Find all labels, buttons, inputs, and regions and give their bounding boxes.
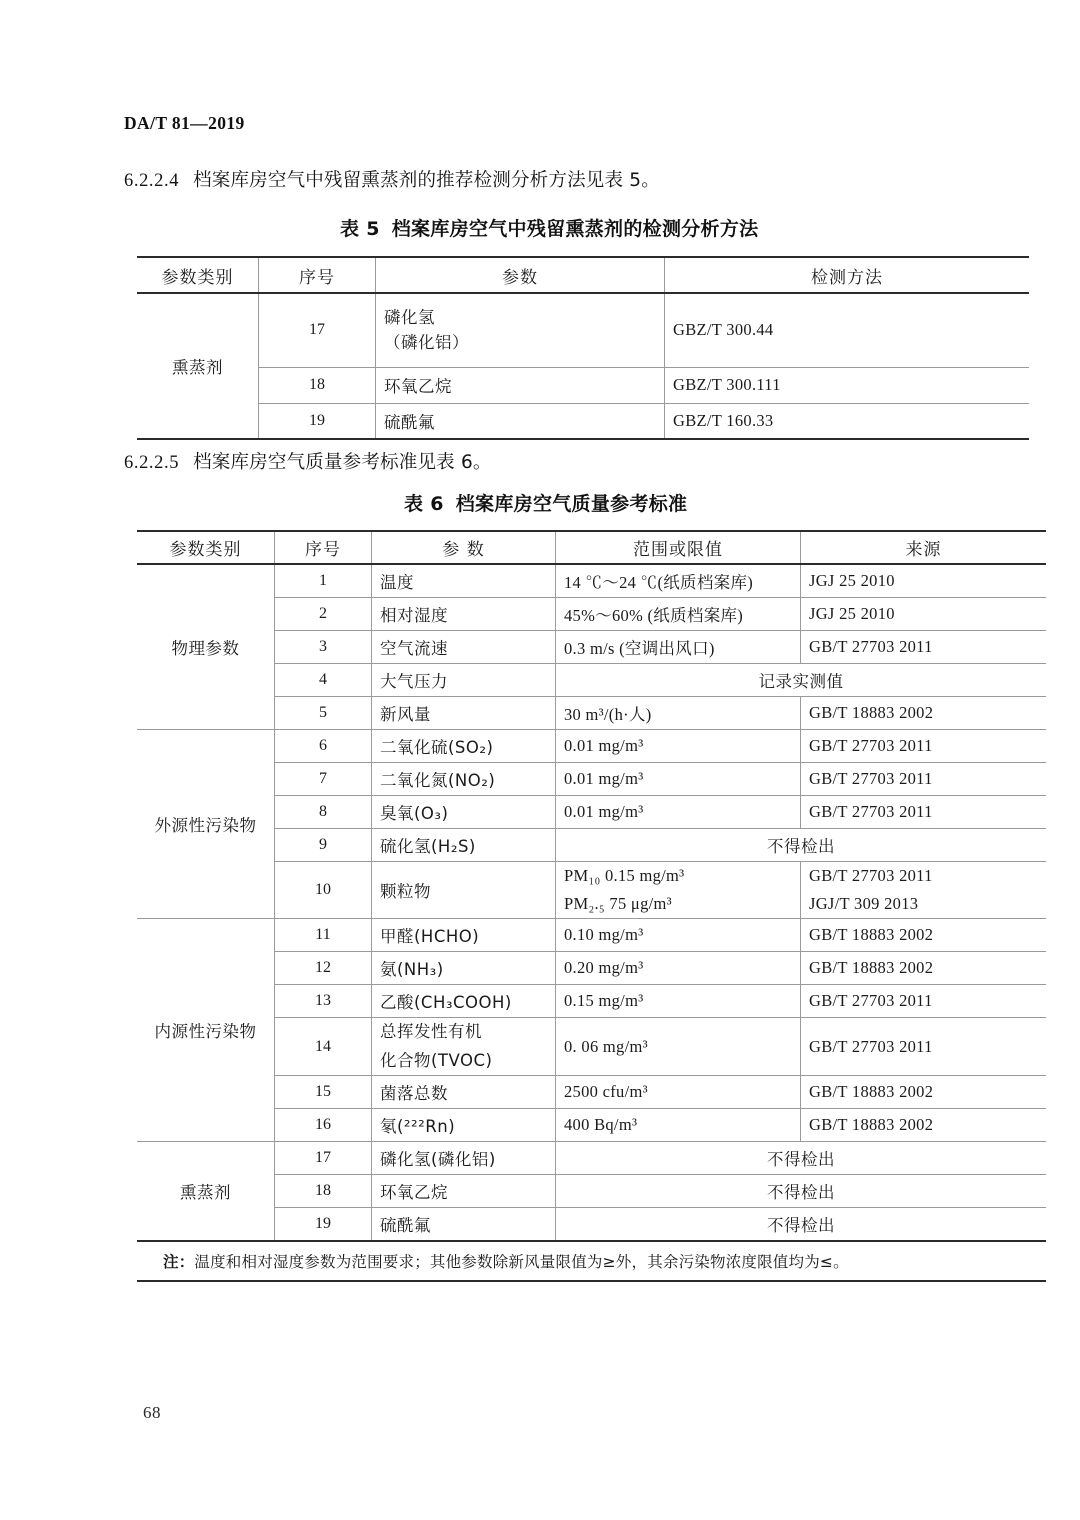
table-6-param-line1: 总挥发性有机	[380, 1022, 482, 1042]
table-6-col-seq: 序号	[275, 531, 372, 564]
table-6-param: 温度	[372, 564, 556, 597]
table-6-param: 新风量	[372, 696, 556, 729]
table-6-seq: 2	[275, 597, 372, 630]
table-5-category-cell: 熏蒸剂	[137, 293, 259, 439]
table-6-range: 2500 cfu/m³	[556, 1076, 801, 1109]
page-number: 68	[143, 1403, 161, 1422]
table-5-header-row	[137, 257, 1029, 293]
table-6-param: 二氧化氮(NO₂)	[372, 762, 556, 795]
table-6-note-row	[137, 1241, 1046, 1281]
table-6-param: 相对湿度	[372, 597, 556, 630]
table-row	[137, 919, 1046, 952]
table-6-range: 0.01 mg/m³	[556, 795, 801, 828]
table-6-param: 空气流速	[372, 630, 556, 663]
table-6-source-line2: JGJ/T 309 2013	[809, 893, 919, 913]
table-5-col-category: 参数类别	[137, 257, 259, 293]
table-5-param: 硫酰氟	[376, 403, 665, 439]
table-6-param: 硫酰氟	[372, 1208, 556, 1241]
table-row	[137, 367, 1029, 403]
clause-text: 档案库房空气质量参考标准见表 6。	[193, 452, 492, 473]
table-6-source: GB/T 27703 2011	[801, 630, 1047, 663]
table-6-source: GB/T 27703 2011	[801, 985, 1047, 1018]
table-6-seq: 9	[275, 828, 372, 861]
table-row	[137, 564, 1046, 597]
table-5-col-param: 参数	[376, 257, 665, 293]
table-6-seq: 14	[275, 1018, 372, 1076]
table-row	[137, 1142, 1046, 1175]
table-6-seq: 16	[275, 1109, 372, 1142]
table-6-seq: 6	[275, 729, 372, 762]
table-6-source-line1: GB/T 27703 2011	[809, 865, 933, 885]
table-5-caption-label: 表 5	[340, 218, 380, 240]
table-6-range	[556, 861, 801, 919]
clause-text: 档案库房空气中残留熏蒸剂的推荐检测分析方法见表 5。	[193, 170, 660, 191]
table-5-method: GBZ/T 300.111	[665, 367, 1030, 403]
table-6-note-text: 温度和相对湿度参数为范围要求；其他参数除新风量限值为≥外，其余污染物浓度限值均为≤。	[194, 1252, 849, 1271]
table-5-param-line2: （磷化铝）	[384, 333, 469, 353]
table-6-category-cell: 熏蒸剂	[137, 1142, 275, 1241]
table-6-source: JGJ 25 2010	[801, 597, 1047, 630]
table-5-param-line1: 磷化氢	[384, 307, 435, 327]
table-6-param	[372, 1018, 556, 1076]
table-6-range-line1: PM₁₀ 0.15 mg/m³	[564, 865, 685, 885]
table-6-range-merged: 记录实测值	[556, 663, 1047, 696]
table-6-seq: 5	[275, 696, 372, 729]
table-5-col-seq: 序号	[259, 257, 376, 293]
table-5-method: GBZ/T 160.33	[665, 403, 1030, 439]
table-6-seq: 3	[275, 630, 372, 663]
table-6-param: 大气压力	[372, 663, 556, 696]
table-row	[137, 403, 1029, 439]
table-6-source: GB/T 27703 2011	[801, 729, 1047, 762]
table-6-range: 0.20 mg/m³	[556, 952, 801, 985]
table-6-source: GB/T 27703 2011	[801, 795, 1047, 828]
table-6-col-range: 范围或限值	[556, 531, 801, 564]
table-6-category-cell: 内源性污染物	[137, 919, 275, 1142]
table-6-source: GB/T 18883 2002	[801, 696, 1047, 729]
table-6-range: 0.15 mg/m³	[556, 985, 801, 1018]
table-6-range: 45%～60% (纸质档案库)	[556, 597, 801, 630]
table-6-col-param: 参 数	[372, 531, 556, 564]
table-6-param: 颗粒物	[372, 861, 556, 919]
table-6-param: 菌落总数	[372, 1076, 556, 1109]
clause-6-2-2-4	[124, 166, 660, 192]
table-6-category-cell: 物理参数	[137, 564, 275, 729]
table-6-range: 400 Bq/m³	[556, 1109, 801, 1142]
table-6-param: 氨(NH₃)	[372, 952, 556, 985]
table-row	[137, 729, 1046, 762]
table-6-seq: 19	[275, 1208, 372, 1241]
table-6-seq: 1	[275, 564, 372, 597]
table-6-source: GB/T 27703 2011	[801, 1018, 1047, 1076]
table-6-range: 0.10 mg/m³	[556, 919, 801, 952]
clause-6-2-2-5	[124, 448, 492, 474]
table-6-category-cell: 外源性污染物	[137, 729, 275, 919]
table-5-method: GBZ/T 300.44	[665, 293, 1030, 367]
standard-code: DA/T 81—2019	[124, 113, 245, 133]
table-5-seq: 17	[259, 293, 376, 367]
table-6-seq: 4	[275, 663, 372, 696]
table-6-source	[801, 861, 1047, 919]
table-6-seq: 15	[275, 1076, 372, 1109]
table-5	[137, 256, 1029, 440]
table-5-caption-title: 档案库房空气中残留熏蒸剂的检测分析方法	[391, 218, 759, 240]
table-6-source: GB/T 27703 2011	[801, 762, 1047, 795]
table-6-source: GB/T 18883 2002	[801, 919, 1047, 952]
table-6-seq: 10	[275, 861, 372, 919]
table-6-seq: 18	[275, 1175, 372, 1208]
table-6-col-source: 来源	[801, 531, 1047, 564]
table-6-range-merged: 不得检出	[556, 1208, 1047, 1241]
table-6-param: 乙酸(CH₃COOH)	[372, 985, 556, 1018]
table-6-range: 0.01 mg/m³	[556, 729, 801, 762]
table-5-param: 环氧乙烷	[376, 367, 665, 403]
table-6-col-category: 参数类别	[137, 531, 275, 564]
clause-number: 6.2.2.4	[124, 171, 180, 191]
table-6-seq: 11	[275, 919, 372, 952]
table-6-param: 二氧化硫(SO₂)	[372, 729, 556, 762]
table-5-col-method: 检测方法	[665, 257, 1030, 293]
table-6-source: GB/T 18883 2002	[801, 952, 1047, 985]
table-6-param-line2: 化合物(TVOC)	[380, 1050, 493, 1070]
table-6-range-merged: 不得检出	[556, 828, 1047, 861]
table-6-caption-title: 档案库房空气质量参考标准	[455, 493, 688, 515]
table-6-range: 30 m³/(h·人)	[556, 696, 801, 729]
table-5-caption	[340, 214, 758, 241]
table-5-seq: 19	[259, 403, 376, 439]
table-6-source: JGJ 25 2010	[801, 564, 1047, 597]
table-6-param: 硫化氢(H₂S)	[372, 828, 556, 861]
table-6-range-merged: 不得检出	[556, 1142, 1047, 1175]
table-6-param: 氡(²²²Rn)	[372, 1109, 556, 1142]
running-header	[124, 113, 245, 134]
table-6-range-line2: PM₂.₅ 75 μg/m³	[564, 893, 672, 913]
table-6-range: 0.01 mg/m³	[556, 762, 801, 795]
table-6-range: 0.3 m/s (空调出风口)	[556, 630, 801, 663]
table-6-range: 14 ℃～24 ℃(纸质档案库)	[556, 564, 801, 597]
table-6-range-merged: 不得检出	[556, 1175, 1047, 1208]
table-6-note-label: 注：	[163, 1252, 195, 1271]
table-6-param: 磷化氢(磷化铝)	[372, 1142, 556, 1175]
table-6-source: GB/T 18883 2002	[801, 1109, 1047, 1142]
table-6-seq: 7	[275, 762, 372, 795]
table-6-header-row	[137, 531, 1046, 564]
table-6-seq: 8	[275, 795, 372, 828]
table-6-range: 0. 06 mg/m³	[556, 1018, 801, 1076]
table-6-param: 环氧乙烷	[372, 1175, 556, 1208]
table-6-note-cell	[137, 1241, 1046, 1281]
table-6-param: 臭氧(O₃)	[372, 795, 556, 828]
table-6-caption-label: 表 6	[404, 493, 444, 515]
clause-number: 6.2.2.5	[124, 453, 180, 473]
table-5-seq: 18	[259, 367, 376, 403]
table-6	[137, 530, 1046, 1282]
table-6-source: GB/T 18883 2002	[801, 1076, 1047, 1109]
table-5-param	[376, 293, 665, 367]
table-row	[137, 293, 1029, 367]
table-6-seq: 17	[275, 1142, 372, 1175]
table-6-caption	[404, 489, 687, 516]
table-6-seq: 13	[275, 985, 372, 1018]
table-6-param: 甲醛(HCHO)	[372, 919, 556, 952]
table-6-seq: 12	[275, 952, 372, 985]
